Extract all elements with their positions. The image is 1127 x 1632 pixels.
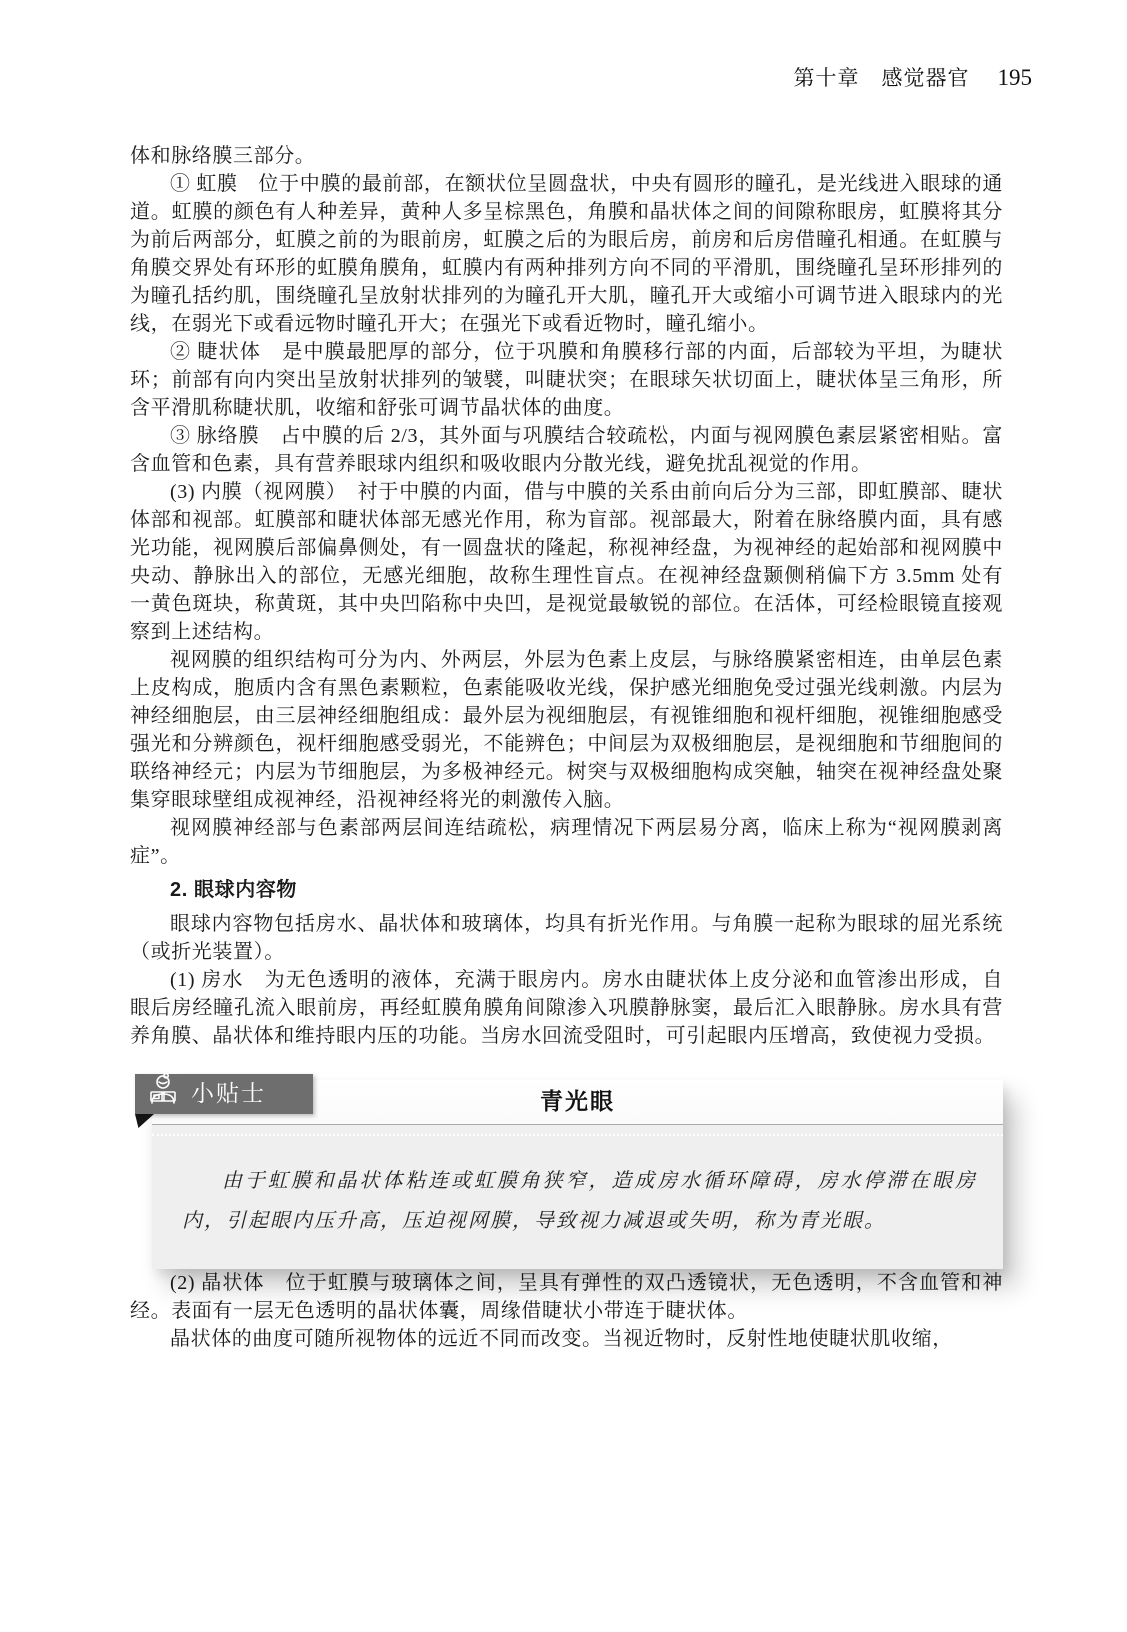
tip-body [152,1125,1003,1269]
tip-box [152,1080,1003,1269]
section-heading-eye-contents: 2. 眼球内容物 [170,879,298,901]
paragraph-choroid: ③ 脉络膜 占中膜的后 2/3，其外面与巩膜结合较疏松，内面与视网膜色素层紧密相贴。富含血管和色素，具有营养眼球内组织和吸收眼内分散光线，避免扰乱视觉的作用。 [130,425,1003,475]
paragraph-eye-contents-intro: 眼球内容物包括房水、晶状体和玻璃体，均具有折光作用。与角膜一起称为眼球的屈光系统（或折光装置）。 [130,913,1003,963]
paragraph-lens-curvature: 晶状体的曲度可随所视物体的远近不同而改变。当视近物时，反射性地使睫状肌收缩， [170,1328,953,1350]
page-number: 195 [997,65,1032,90]
textbook-page [0,62,1127,1632]
paragraph-iris: ① 虹膜 位于中膜的最前部，在额状位呈圆盘状，中央有圆形的瞳孔，是光线进入眼球的通道。虹膜的颜色有人种差异，黄种人多呈棕黑色，角膜和晶状体之间的间隙称眼房，虹膜将其分为前后两部分，虹膜之前的为眼前房，虹膜之后的为眼后房，前房和后房借瞳孔相通。在虹膜与角膜交界处有环形的虹膜角膜角，虹膜内有两种排列方向不同的平滑肌，围绕瞳孔呈环形排列的为瞳孔括约肌，围绕瞳孔呈放射状排列的为瞳孔开大肌，瞳孔开大或缩小可调节进入眼球内的光线，在弱光下或看远物时瞳孔开大；在强光下或看近物时，瞳孔缩小。 [130,173,1003,335]
running-head [0,62,1032,92]
tip-body-text: 由于虹膜和晶状体粘连或虹膜角狭窄，造成房水循环障碍，房水停滞在眼房内，引起眼内压升高，压迫视网膜，导致视力减退或失明，称为青光眼。 [182,1170,977,1232]
tip-title: 青光眼 [540,1089,615,1114]
tip-tab-label: 小贴士 [191,1081,266,1106]
paragraph-ciliary-body: ② 睫状体 是中膜最肥厚的部分，位于巩膜和角膜移行部的内面，后部较为平坦，为睫状环；前部有向内突出呈放射状排列的皱襞，叫睫状突；在眼球矢状切面上，睫状体呈三角形，所含平滑肌称睫状肌，收缩和舒张可调节晶状体的曲度。 [130,341,1003,419]
chapter-title: 第十章 感觉器官 [793,66,970,90]
paragraph-retina-structure: 视网膜的组织结构可分为内、外两层，外层为色素上皮层，与脉络膜紧密相连，由单层色素上皮构成，胞质内含有黑色素颗粒，色素能吸收光线，保护感光细胞免受过强光线刺激。内层为神经细胞层，由三层神经细胞组成：最外层为视细胞层，有视锥细胞和视杆细胞，视锥细胞感受强光和分辨颜色，视杆细胞感受弱光，不能辨色；中间层为双极细胞层，是视细胞和节细胞间的联络神经元；内层为节细胞层，为多极神经元。树突与双极细胞构成突触，轴突在视神经盘处聚集穿眼球壁组成视神经，沿视神经将光的刺激传入脑。 [130,649,1003,811]
paragraph-retina: (3) 内膜（视网膜） 衬于中膜的内面，借与中膜的关系由前向后分为三部，即虹膜部、睫状体部和视部。虹膜部和睫状体部无感光作用，称为盲部。视部最大，附着在脉络膜内面，具有感光功能，视网膜后部偏鼻侧处，有一圆盘状的隆起，称视神经盘，为视神经的起始部和视网膜中央动、静脉出入的部位，无感光细胞，故称生理性盲点。在视神经盘颞侧稍偏下方 3.5mm 处有一黄色斑块，称黄斑，其中央凹陷称中央凹，是视觉最敏锐的部位。在活体，可经检眼镜直接观察到上述结构。 [130,481,1003,643]
body-text [130,142,1003,1353]
paragraph-continuation: 体和脉络膜三部分。 [130,145,316,167]
paragraph-retinal-detachment: 视网膜神经部与色素部两层间连结疏松，病理情况下两层易分离，临床上称为“视网膜剥离症”。 [130,817,1003,867]
paragraph-aqueous-humor: (1) 房水 为无色透明的液体，充满于眼房内。房水由睫状体上皮分泌和血管渗出形成，自眼后房经瞳孔流入眼前房，再经虹膜角膜角间隙渗入巩膜静脉窦，最后汇入眼静脉。房水具有营养角膜、晶状体和维持眼内压的功能。当房水回流受阻时，可引起眼内压增高，致使视力受损。 [130,969,1003,1047]
paragraph-lens: (2) 晶状体 位于虹膜与玻璃体之间，呈具有弹性的双凸透镜状，无色透明，不含血管和神经。表面有一层无色透明的晶状体囊，周缘借睫状小带连于睫状体。 [130,1272,1003,1322]
reading-person-icon [145,1073,181,1115]
tip-tab [135,1074,313,1114]
